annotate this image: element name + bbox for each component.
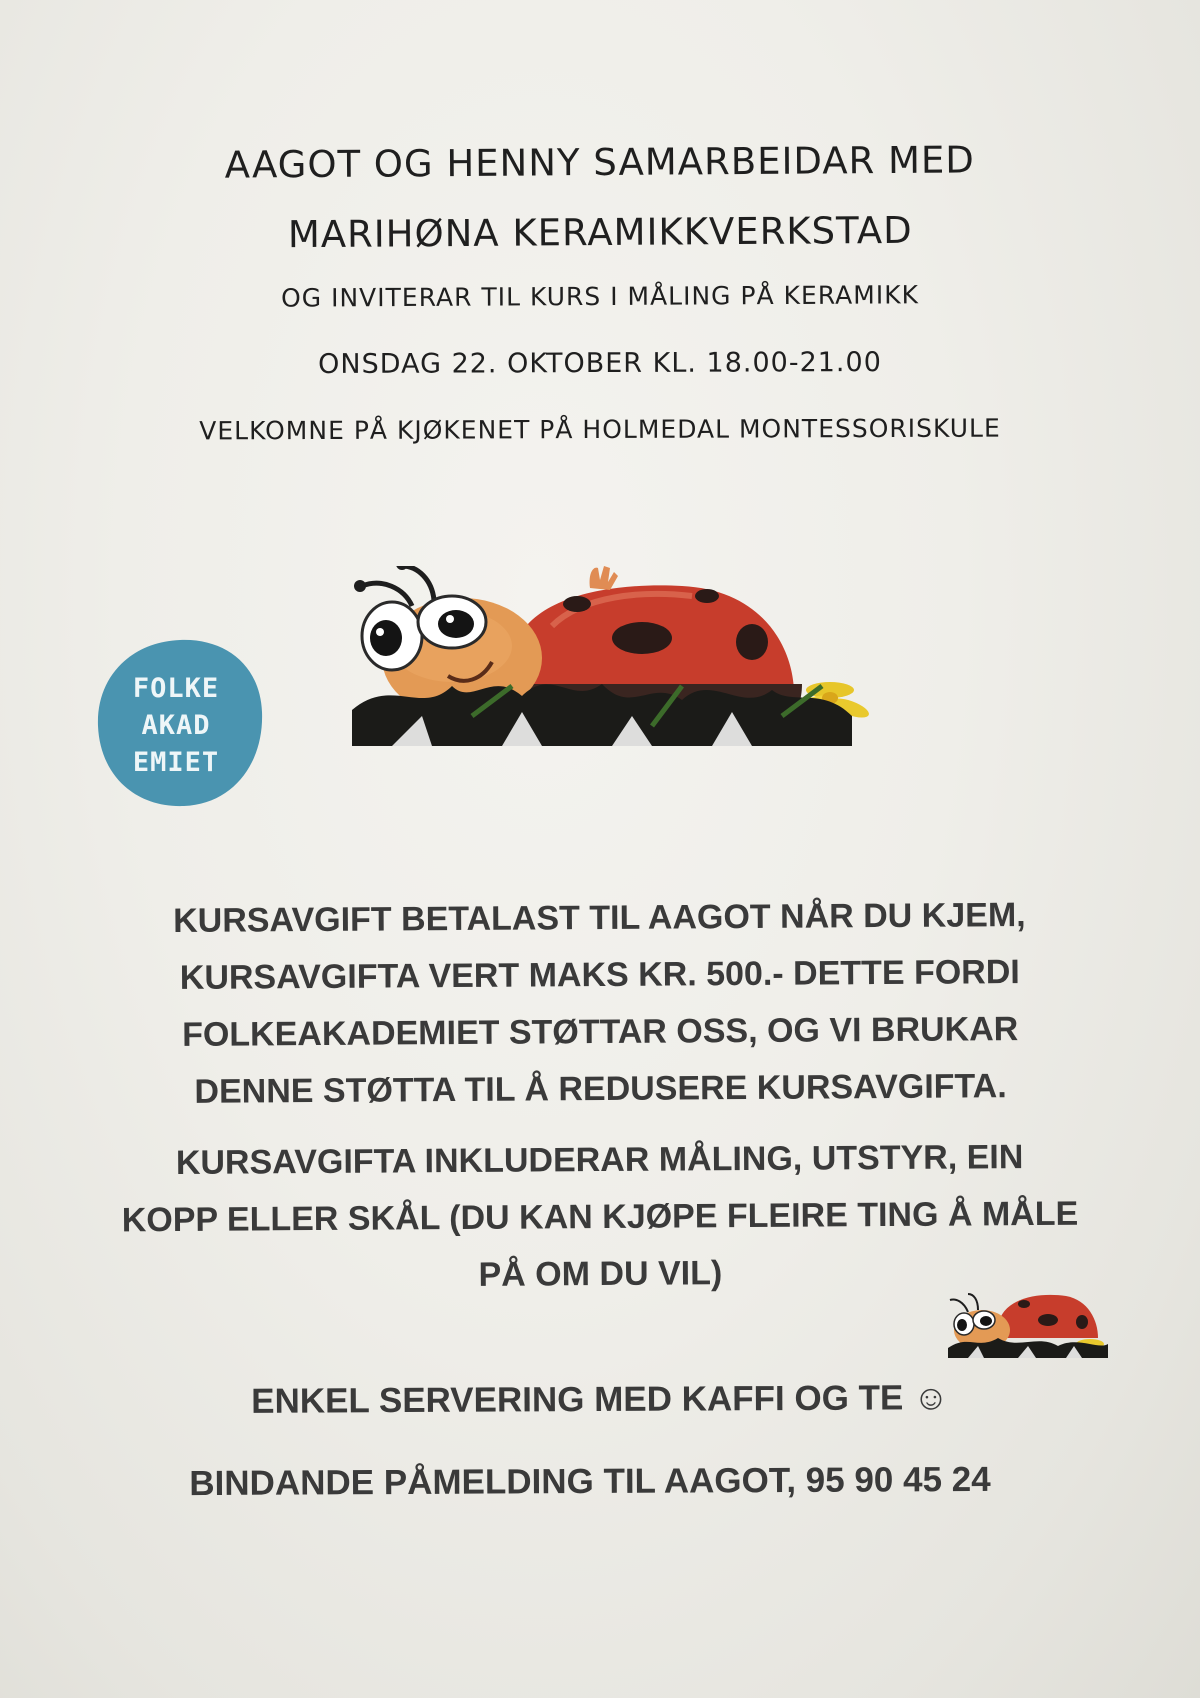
includes-line-3: PÅ OM DU VIL): [478, 1254, 723, 1294]
location-line: VELKOMNE PÅ KJØKENET PÅ HOLMEDAL MONTESSORISKULE: [199, 413, 1001, 446]
poster-title: [0, 124, 1200, 272]
signup-line: BINDANDE PÅMELDING TIL AAGOT, 95 90 45 24: [189, 1459, 991, 1504]
fee-line-4: DENNE STØTTA TIL Å REDUSERE KURSAVGIFTA.: [194, 1067, 1007, 1111]
fee-line-1: KURSAVGIFT BETALAST TIL AAGOT NÅR DU KJEM,: [173, 896, 1026, 940]
course-includes-paragraph: [0, 1128, 1200, 1307]
logo-line-2: AKAD: [141, 710, 211, 741]
date-time-line: ONSDAG 22. OKTOBER KL. 18.00-21.00: [318, 347, 882, 380]
folkeakademiet-logo-text: [94, 670, 258, 781]
fee-line-3: FOLKEAKADEMIET STØTTAR OSS, OG VI BRUKAR: [181, 1010, 1019, 1054]
logo-line-1: FOLKE: [132, 673, 220, 704]
course-fee-paragraph: [0, 886, 1200, 1122]
serving-line: ENKEL SERVERING MED KAFFI OG TE ☺: [251, 1378, 949, 1421]
title-line-2: MARIHØNA KERAMIKKVERKSTAD: [287, 208, 913, 257]
ladybug-icon: [948, 1290, 1110, 1358]
invite-line: OG INVITERAR TIL KURS I MÅLING PÅ KERAMIKK: [280, 280, 920, 313]
title-line-1: AAGOT OG HENNY SAMARBEIDAR MED: [224, 138, 975, 187]
includes-line-2: KOPP ELLER SKÅL (DU KAN KJØPE FLEIRE TING Å MÅLE: [121, 1194, 1079, 1240]
ladybug-icon: [352, 566, 882, 756]
fee-line-2: KURSAVGIFTA VERT MAKS KR. 500.- DETTE FORDI: [179, 953, 1020, 997]
includes-line-1: KURSAVGIFTA INKLUDERAR MÅLING, UTSTYR, EIN: [175, 1138, 1024, 1182]
logo-line-3: EMIET: [132, 747, 220, 778]
